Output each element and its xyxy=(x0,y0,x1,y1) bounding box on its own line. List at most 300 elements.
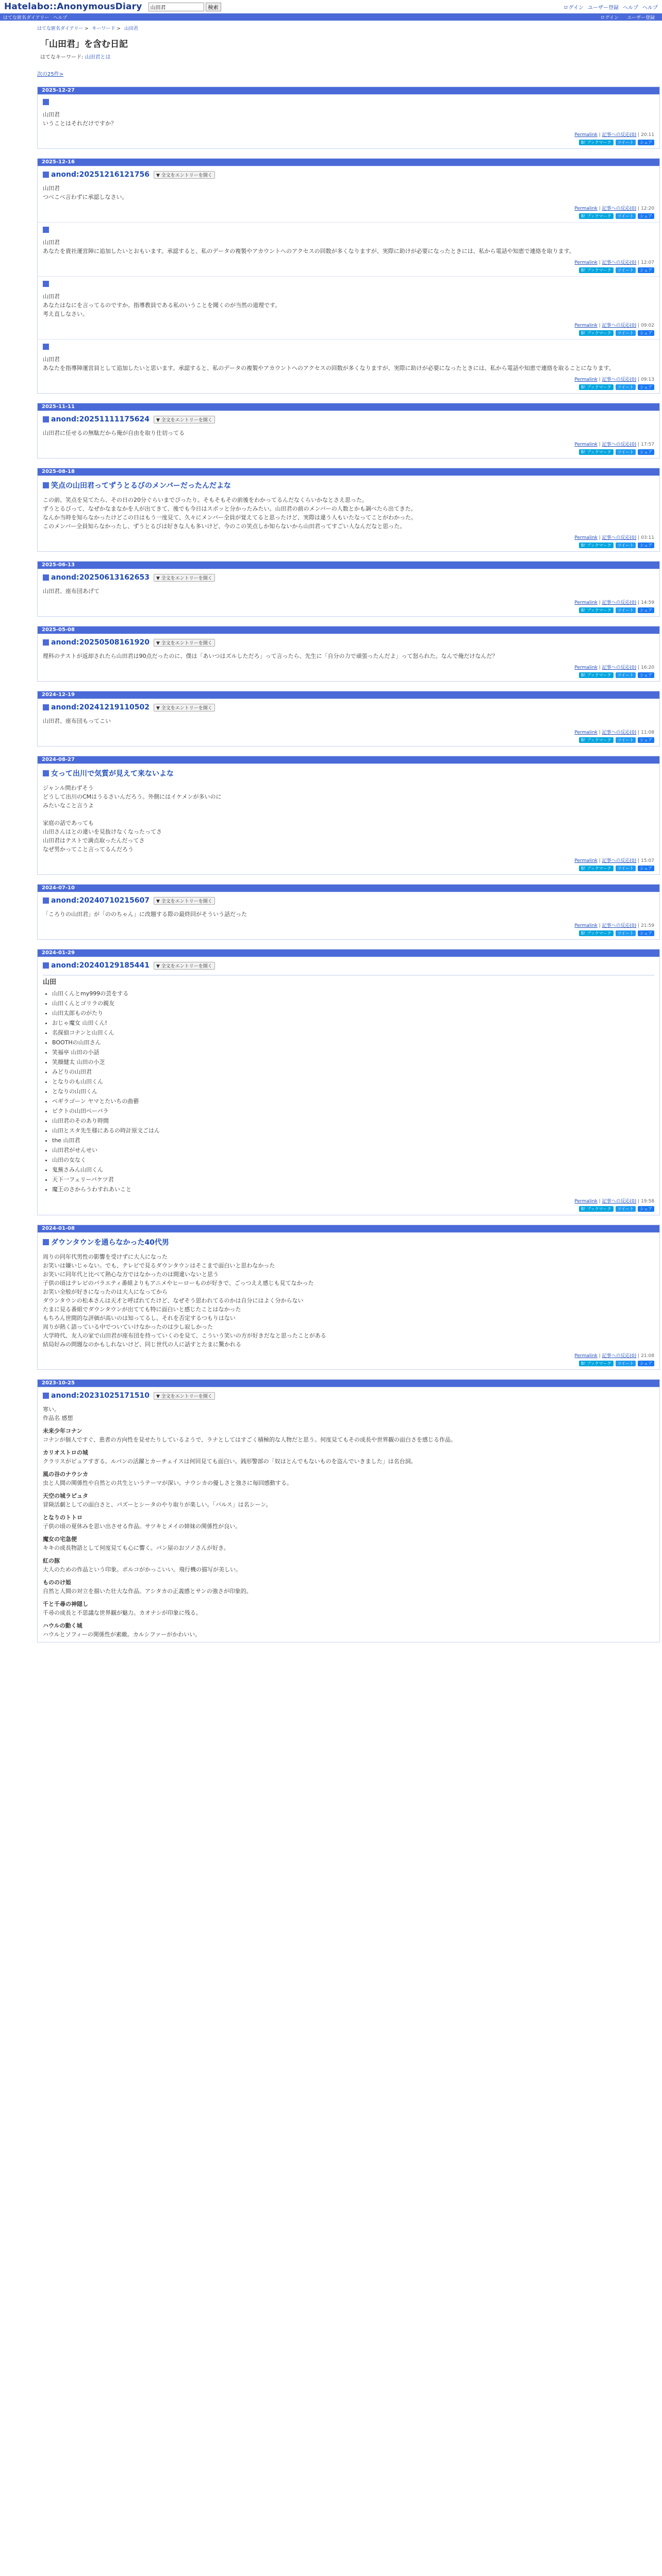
list-item: • 山田太郎ものがたり xyxy=(52,1008,654,1018)
bookmark-button[interactable]: B! ブックマーク xyxy=(579,140,614,145)
list-item: • みどりの山田君 xyxy=(52,1067,654,1077)
tweet-button[interactable]: ツイート xyxy=(616,737,636,743)
entry-title-link[interactable]: anond:20241219110502 xyxy=(51,703,150,711)
section-date: 2024-08-27 xyxy=(38,756,659,764)
nav-link-register[interactable]: ユーザー登録 xyxy=(626,15,655,21)
permalink-link[interactable]: Permalink xyxy=(574,535,598,540)
share-button[interactable]: シェア xyxy=(638,866,654,871)
section-date: 2024-01-08 xyxy=(38,1225,659,1232)
permalink-link[interactable]: Permalink xyxy=(574,1199,598,1204)
work-comment: 冒険活劇としての面白さと、パズーとシータのやり取りが楽しい。「バルス」は名シーン。 xyxy=(43,1501,272,1508)
footer-separator: | xyxy=(636,730,641,735)
share-button[interactable]: シェア xyxy=(638,213,654,219)
header-bar xyxy=(0,0,662,13)
entry-marker-icon[interactable] xyxy=(43,1239,49,1245)
entry-title-link[interactable]: anond:20251111175624 xyxy=(51,415,150,423)
tweet-button[interactable]: ツイート xyxy=(616,384,636,390)
day-section xyxy=(37,468,660,552)
share-button[interactable]: シェア xyxy=(638,267,654,273)
footer-separator: | xyxy=(636,1353,641,1359)
entry-title xyxy=(43,344,654,350)
entry-footer xyxy=(43,321,654,328)
entry-paragraph: もちろん世間的な評価が高いのは知ってるし、それを否定するつもりはない xyxy=(43,1315,236,1321)
footer-separator: | xyxy=(636,323,641,328)
tweet-button[interactable]: ツイート xyxy=(616,267,636,273)
entry-body xyxy=(43,429,654,437)
share-button[interactable]: シェア xyxy=(638,449,654,455)
footer-separator: | xyxy=(597,442,602,447)
responses-link[interactable]: 記事への反応(0) xyxy=(602,665,637,670)
entry-body xyxy=(43,110,654,128)
entry-paragraph: つべこべ言わずに承認しなさい。 xyxy=(43,194,128,200)
entry-body xyxy=(43,355,654,372)
entry-footer xyxy=(43,857,654,863)
responses-link[interactable]: 記事への反応(0) xyxy=(602,923,637,928)
bookmark-button[interactable]: B! ブックマーク xyxy=(579,1361,614,1366)
entry-marker-icon[interactable] xyxy=(43,574,49,581)
list-item: • となりの山田くん xyxy=(52,1087,654,1096)
keyword-label: はてなキーワード: xyxy=(40,55,84,60)
entry-paragraph: どうして出川のCMはうるさいんだろう。外側にはイケメンが多いのに xyxy=(43,793,222,800)
footer-separator: | xyxy=(597,600,602,605)
entry-paragraph: みたいなこと言うよ xyxy=(43,802,94,809)
section-date: 2025-08-18 xyxy=(38,468,659,476)
entry-title xyxy=(43,415,654,423)
header-link[interactable]: ログイン xyxy=(563,5,584,11)
work-title: 魔女の宅急便 xyxy=(43,1536,77,1543)
responses-link[interactable]: 記事への反応(0) xyxy=(602,132,637,138)
breadcrumb-item[interactable]: はてな匿名ダイアリー xyxy=(37,26,84,31)
entry-list xyxy=(43,989,654,1194)
footer-separator: | xyxy=(636,923,641,928)
bookmark-button[interactable]: B! ブックマーク xyxy=(579,384,614,390)
footer-separator: | xyxy=(636,600,641,605)
entry-paragraph: 山田君 xyxy=(43,293,60,300)
footer-separator: | xyxy=(597,206,602,211)
day-section xyxy=(37,691,660,747)
entry-title-link[interactable]: 笑点の山田君ってずうとるびのメンバーだったんだよな xyxy=(51,482,231,490)
entry-time: 14:59 xyxy=(641,600,654,605)
entry-body xyxy=(43,717,654,725)
entry-paragraph: お笑いに同年代と比べて熱心な方ではなかったのは間違いないと思う xyxy=(43,1271,219,1278)
entry-marker-icon[interactable] xyxy=(43,704,49,710)
share-buttons xyxy=(43,930,654,936)
responses-link[interactable]: 記事への反応(0) xyxy=(602,535,637,540)
breadcrumb-separator: > xyxy=(117,26,121,31)
footer-separator: | xyxy=(597,1199,602,1204)
share-buttons xyxy=(43,737,654,743)
permalink-link[interactable]: Permalink xyxy=(574,730,598,735)
section-date: 2023-10-25 xyxy=(38,1380,659,1387)
footer-separator: | xyxy=(597,260,602,265)
list-item: • 天下一フェリーバケツ君 xyxy=(52,1175,654,1184)
search-button[interactable]: 検索 xyxy=(206,3,221,11)
tweet-button[interactable]: ツイート xyxy=(616,449,636,455)
day-section xyxy=(37,949,660,1215)
responses-link[interactable]: 記事への反応(0) xyxy=(602,323,637,328)
permalink-link[interactable]: Permalink xyxy=(574,132,598,138)
work-comment: クラリスがピュアすぎる。ルパンの活躍とカーチェイスは何回見ても面白い。銭形警部の「奴はとんでもないものを盗んでいきました」は名台詞。 xyxy=(43,1458,417,1465)
work-comment: 子供の頃の夏休みを思い出させる作品。サツキとメイの姉妹の関係性が良い。 xyxy=(43,1523,241,1530)
permalink-link[interactable]: Permalink xyxy=(574,206,598,211)
entry-marker-icon[interactable] xyxy=(43,639,49,646)
share-buttons xyxy=(43,866,654,871)
entry-title-link[interactable]: anond:20231025171510 xyxy=(51,1392,150,1400)
entry-footer xyxy=(43,728,654,735)
section-date: 2025-11-11 xyxy=(38,403,659,411)
pager-next-link[interactable]: 次の25件> xyxy=(37,72,64,77)
responses-link[interactable]: 記事への反応(0) xyxy=(602,442,637,447)
diary-entry xyxy=(38,699,659,746)
bookmark-button[interactable]: B! ブックマーク xyxy=(579,543,614,548)
entry-paragraph: たまに見る番組でダウンタウンが出てても特に面白いと感じたことはなかった xyxy=(43,1306,241,1313)
entry-paragraph: 寒い。 xyxy=(43,1406,60,1413)
day-section xyxy=(37,756,660,875)
entry-body xyxy=(43,1252,654,1349)
work-comment: キキの成長物語として何度見ても心に響く。パン屋のおソノさんが好き。 xyxy=(43,1545,229,1551)
footer-separator: | xyxy=(597,858,602,863)
diary-entry xyxy=(38,166,659,222)
entry-marker-icon[interactable] xyxy=(43,99,49,105)
entry-time: 03:11 xyxy=(641,535,654,540)
entry-paragraph: 山田君はテストで満点取ったんだってさ xyxy=(43,837,145,844)
entry-footer xyxy=(43,922,654,928)
list-item: • ピクトの山田ペーパラ xyxy=(52,1106,654,1116)
entry-body xyxy=(43,975,654,1194)
permalink-link[interactable]: Permalink xyxy=(574,1353,598,1359)
entry-paragraph xyxy=(43,810,654,819)
share-button[interactable]: シェア xyxy=(638,330,654,336)
work-comment: 自然と人間の対立を描いた壮大な作品。アシタカの正義感とサンの強さが印象的。 xyxy=(43,1588,252,1595)
list-item: • 山田とスタ先生様にあるの時計原文ごはん xyxy=(52,1126,654,1136)
day-section xyxy=(37,561,660,617)
site-logo[interactable]: Hatelabo::AnonymousDiary xyxy=(4,2,142,12)
share-button[interactable]: シェア xyxy=(638,930,654,936)
footer-separator: | xyxy=(597,132,602,138)
entry-paragraph: お笑いは嫌いじゃない。でも、テレビで見るダウンタウンはそこまで面白いと思わなかった xyxy=(43,1262,275,1269)
section-date: 2024-07-10 xyxy=(38,885,659,892)
entry-paragraph: 山田君、座布団もってこい xyxy=(43,718,111,724)
list-item: • 山田君のそのあり時間 xyxy=(52,1116,654,1126)
nav-link-help[interactable]: ヘルプ xyxy=(53,15,68,21)
permalink-link[interactable]: Permalink xyxy=(574,923,598,928)
nav-link-login[interactable]: ログイン xyxy=(600,15,619,21)
share-button[interactable]: シェア xyxy=(638,140,654,145)
tweet-button[interactable]: ツイート xyxy=(616,607,636,613)
permalink-link[interactable]: Permalink xyxy=(574,260,598,265)
entry-marker-icon[interactable] xyxy=(43,770,49,776)
nav-link-diary[interactable]: はてな匿名ダイアリー xyxy=(3,15,49,21)
entry-paragraph: 山田君 xyxy=(43,185,60,192)
entry-footer xyxy=(43,534,654,540)
entry-title xyxy=(43,480,654,490)
permalink-link[interactable]: Permalink xyxy=(574,323,598,328)
list-item: • 山田くんとmy999の芸をする xyxy=(52,989,654,998)
entry-paragraph: あなたを貴社運営陣に追加したいとおもいます。承認すると、私のデータの複製やアカウントへのアクセスの回数が多くなりますが、実際に助けが必要になったときには、私から電話や知恵で連絡を取ります。 xyxy=(43,248,575,255)
work-title: カリオストロの城 xyxy=(43,1449,88,1456)
permalink-link[interactable]: Permalink xyxy=(574,377,598,382)
entry-marker-icon[interactable] xyxy=(43,482,49,488)
section-date: 2025-12-27 xyxy=(38,87,659,94)
entry-time: 12:20 xyxy=(641,206,654,211)
work-title: 天空の城ラピュタ xyxy=(43,1493,88,1499)
bookmark-button[interactable]: B! ブックマーク xyxy=(579,213,614,219)
bookmark-button[interactable]: B! ブックマーク xyxy=(579,866,614,871)
breadcrumb xyxy=(37,25,662,31)
breadcrumb-separator: > xyxy=(85,26,89,31)
nav-right xyxy=(600,14,659,21)
responses-link[interactable]: 記事への反応(0) xyxy=(602,206,637,211)
permalink-link[interactable]: Permalink xyxy=(574,858,598,863)
responses-link[interactable]: 記事への反応(0) xyxy=(602,858,637,863)
entry-body xyxy=(43,496,654,531)
entry-title xyxy=(43,99,654,105)
header-link[interactable]: ユーザー登録 xyxy=(588,5,619,11)
share-buttons xyxy=(43,384,654,390)
section-date: 2025-05-08 xyxy=(38,626,659,634)
tweet-button[interactable]: ツイート xyxy=(616,1361,636,1366)
list-item: • 鬼蕪さみん山田くん xyxy=(52,1165,654,1175)
permalink-link[interactable]: Permalink xyxy=(574,600,598,605)
work-comment: コナンが個人ですぐ、患者の方向性を見せたりしているようで、ラナとしてはすごく積極的な人物だと思う。何度見てもその成長や世界観の面白さを感じる作品。 xyxy=(43,1436,457,1443)
page-title: 「山田君」を含む日記 xyxy=(40,39,128,49)
tweet-button[interactable]: ツイート xyxy=(616,866,636,871)
entry-paragraph: ダウンタウンの松本さんは天才と呼ばれてたけど、なぜそう思われてるのかは自分にはよく分からない xyxy=(43,1297,304,1304)
entry-title-link[interactable]: anond:20251216121756 xyxy=(51,171,150,179)
list-item: • ペギラゴーン ヤマとたいちの曲藝 xyxy=(52,1096,654,1106)
responses-link[interactable]: 記事への反応(0) xyxy=(602,1353,637,1359)
section-date: 2024-01-29 xyxy=(38,950,659,957)
footer-separator: | xyxy=(636,665,641,670)
share-button[interactable]: シェア xyxy=(638,1206,654,1212)
keyword-link[interactable]: 山田君とは xyxy=(85,55,111,60)
entry-paragraph: このメンバー全員知らなかったし、ずうとるびは好きな人も多いけど、今のこの笑点しか知らないから山田君ってすごい人なんだなと思った。 xyxy=(43,523,406,530)
entry-title xyxy=(43,227,654,233)
header-link[interactable]: ヘルプ xyxy=(642,5,658,11)
footer-separator: | xyxy=(597,923,602,928)
bookmark-button[interactable]: B! ブックマーク xyxy=(579,930,614,936)
entry-time: 15:07 xyxy=(641,858,654,863)
bookmark-button[interactable]: B! ブックマーク xyxy=(579,672,614,678)
bookmark-button[interactable]: B! ブックマーク xyxy=(579,449,614,455)
entry-paragraph: 周りの同年代男性の影響を受けずに大人になった xyxy=(43,1253,168,1260)
entry-title xyxy=(43,1237,654,1247)
work-title: もののけ姫 xyxy=(43,1579,71,1586)
responses-link[interactable]: 記事への反応(0) xyxy=(602,377,637,382)
header-links xyxy=(564,3,658,11)
entry-title-link[interactable]: anond:20250508161920 xyxy=(51,638,150,647)
footer-separator: | xyxy=(597,377,602,382)
share-button[interactable]: シェア xyxy=(638,607,654,613)
tweet-button[interactable]: ツイート xyxy=(616,330,636,336)
list-item: • 魔王のさからうわすれあいこと xyxy=(52,1184,654,1194)
work-comment: 大人のための作品という印象。ポルコがかっこいい。飛行機の描写が美しい。 xyxy=(43,1566,241,1573)
bookmark-button[interactable]: B! ブックマーク xyxy=(579,1206,614,1212)
entry-marker-icon[interactable] xyxy=(43,281,49,287)
work-title: 紅の豚 xyxy=(43,1557,60,1564)
entry-title xyxy=(43,768,654,778)
entry-title xyxy=(43,896,654,905)
entry-paragraph: 「ころりの山田君」が「ののちゃん」に改題する際の最終回がそういう話だった xyxy=(43,911,247,918)
entry-time: 11:08 xyxy=(641,730,654,735)
entry-paragraph: 理科のテストが返却されたら山田君は90点だったのに、僕は「あいつはズルしただろ」って言ったら、先生に「自分の力で頑張ったんだよ」って怒られた。なんで俺だけなんだ？ xyxy=(43,653,498,659)
section-date: 2025-06-13 xyxy=(38,562,659,569)
tweet-button[interactable]: ツイート xyxy=(616,543,636,548)
breadcrumb-item[interactable]: キーワード xyxy=(92,26,115,31)
entry-footer xyxy=(43,1352,654,1359)
list-item: • 笑顔健太 山田の小芝 xyxy=(52,1057,654,1067)
entry-footer xyxy=(43,440,654,447)
entry-title-link[interactable]: anond:20250613162653 xyxy=(51,573,150,582)
entry-paragraph: 作品名 感想 xyxy=(43,1415,73,1421)
share-buttons xyxy=(43,607,654,613)
footer-separator: | xyxy=(636,1199,641,1204)
footer-separator: | xyxy=(597,535,602,540)
entry-body xyxy=(43,1405,654,1639)
share-button[interactable]: シェア xyxy=(638,672,654,678)
share-button[interactable]: シェア xyxy=(638,543,654,548)
entry-marker-icon[interactable] xyxy=(43,897,49,904)
share-button[interactable]: シェア xyxy=(638,737,654,743)
entry-footer xyxy=(43,259,654,265)
diary-entry xyxy=(38,764,659,874)
entry-title xyxy=(43,171,654,179)
share-buttons xyxy=(43,1206,654,1212)
open-full-entry-button[interactable]: ▼ 全文をエントリーを開く xyxy=(154,639,215,647)
entry-footer xyxy=(43,205,654,211)
footer-separator: | xyxy=(636,132,641,138)
share-button[interactable]: シェア xyxy=(638,1361,654,1366)
header-link[interactable]: ヘルプ xyxy=(623,5,638,11)
bookmark-button[interactable]: B! ブックマーク xyxy=(579,737,614,743)
entry-paragraph: 子供の頃はテレビのバラエティ番組よりもアニメやヒーローものが好きで、ごっつええ感じも見てなかった xyxy=(43,1280,314,1286)
entry-time: 12:07 xyxy=(641,260,654,265)
work-title: 風の谷のナウシカ xyxy=(43,1471,88,1478)
tweet-button[interactable]: ツイート xyxy=(616,672,636,678)
entry-paragraph: 家庭の話であっても xyxy=(43,820,94,826)
entry-paragraph: 山田君、座布団あげて xyxy=(43,588,100,595)
entry-time: 19:58 xyxy=(641,1199,654,1204)
entry-paragraph: なぜ男かってこと言ってるんだろう xyxy=(43,846,134,853)
day-section xyxy=(37,884,660,940)
entry-time: 17:57 xyxy=(641,442,654,447)
diary-entry xyxy=(38,957,659,1215)
share-button[interactable]: シェア xyxy=(638,384,654,390)
bookmark-button[interactable]: B! ブックマーク xyxy=(579,330,614,336)
list-item: • おじゃ魔女 山田くん! xyxy=(52,1018,654,1028)
open-full-entry-button[interactable]: ▼ 全文をエントリーを開く xyxy=(154,962,215,970)
share-buttons xyxy=(43,330,654,336)
entry-time: 20:11 xyxy=(641,132,654,138)
bookmark-button[interactable]: B! ブックマーク xyxy=(579,267,614,273)
work-title: 未来少年コナン xyxy=(43,1428,82,1434)
share-buttons xyxy=(43,449,654,455)
search-input[interactable] xyxy=(148,3,204,11)
entry-paragraph: 周りが熱く語っている中でついていけなかったのは少し寂しかった xyxy=(43,1324,213,1330)
tweet-button[interactable]: ツイート xyxy=(616,140,636,145)
diary-entry xyxy=(38,276,659,339)
diary-entry xyxy=(38,1387,659,1642)
responses-link[interactable]: 記事への反応(0) xyxy=(602,730,637,735)
entry-title-link[interactable]: ダウンタウンを通らなかった40代男 xyxy=(51,1239,169,1247)
entry-marker-icon[interactable] xyxy=(43,416,49,422)
entry-title-link[interactable]: anond:20240710215607 xyxy=(51,896,150,905)
entry-title xyxy=(43,638,654,647)
entry-marker-icon[interactable] xyxy=(43,172,49,178)
day-section xyxy=(37,626,660,682)
open-full-entry-button[interactable]: ▼ 全文をエントリーを開く xyxy=(154,574,215,582)
entry-marker-icon[interactable] xyxy=(43,227,49,233)
entry-paragraph: 考え直しなさい。 xyxy=(43,311,88,317)
day-section xyxy=(37,158,660,394)
entry-title-link[interactable]: anond:20240129185441 xyxy=(51,961,150,970)
entry-title xyxy=(43,703,654,711)
open-full-entry-button[interactable]: ▼ 全文をエントリーを開く xyxy=(154,416,215,423)
diary-entry xyxy=(38,892,659,939)
tweet-button[interactable]: ツイート xyxy=(616,930,636,936)
list-item: • BOOTHの山田さん xyxy=(52,1038,654,1047)
entry-title xyxy=(43,573,654,582)
permalink-link[interactable]: Permalink xyxy=(574,665,598,670)
entry-subheading: 山田 xyxy=(43,975,654,987)
entry-marker-icon[interactable] xyxy=(43,344,49,350)
share-buttons xyxy=(43,543,654,548)
open-full-entry-button[interactable]: ▼ 全文をエントリーを開く xyxy=(154,897,215,905)
entry-paragraph: いうことはそれだけですか？ xyxy=(43,120,117,127)
share-buttons xyxy=(43,140,654,145)
permalink-link[interactable]: Permalink xyxy=(574,442,598,447)
entry-body xyxy=(43,238,654,256)
entry-body xyxy=(43,587,654,596)
entry-footer xyxy=(43,376,654,382)
entry-paragraph: 山田君 xyxy=(43,239,60,246)
entry-time: 21:59 xyxy=(641,923,654,928)
entry-time: 16:20 xyxy=(641,665,654,670)
bookmark-button[interactable]: B! ブックマーク xyxy=(579,607,614,613)
entry-time: 09:13 xyxy=(641,377,654,382)
breadcrumb-item[interactable]: 山田君 xyxy=(124,26,138,31)
entry-marker-icon[interactable] xyxy=(43,1393,49,1399)
entry-title-link[interactable]: 女って出川で気質が見えて来ないよな xyxy=(51,770,174,778)
list-item: • 笑福亭 山田の小話 xyxy=(52,1047,654,1057)
footer-separator: | xyxy=(597,323,602,328)
open-full-entry-button[interactable]: ▼ 全文をエントリーを開く xyxy=(154,704,215,711)
entry-paragraph: あなたを指導陣運営員として追加したいと思います。承認すると、私のデータの複製やアカウントへのアクセスの回数が多くなりますが、実際に助けが必要になったときには、私から電話や知恵で連絡を取ることになります。 xyxy=(43,365,615,371)
diary-entry xyxy=(38,569,659,616)
responses-link[interactable]: 記事への反応(0) xyxy=(602,1199,637,1204)
entry-paragraph: ジャンル問わずそう xyxy=(43,785,94,791)
diary-entry xyxy=(38,411,659,458)
diary-sections xyxy=(0,87,662,1642)
responses-link[interactable]: 記事への反応(0) xyxy=(602,260,637,265)
keyword-line xyxy=(40,53,662,60)
work-comment: 千尋の成長と不思議な世界観が魅力。カオナシが印象に残る。 xyxy=(43,1609,202,1616)
entry-title xyxy=(43,1392,654,1400)
tweet-button[interactable]: ツイート xyxy=(616,213,636,219)
entry-footer xyxy=(43,1197,654,1204)
footer-separator: | xyxy=(597,730,602,735)
list-item: • 山田くんとゴリラの親友 xyxy=(52,998,654,1008)
day-section xyxy=(37,87,660,149)
footer-separator: | xyxy=(636,206,641,211)
open-full-entry-button[interactable]: ▼ 全文をエントリーを開く xyxy=(154,171,215,179)
footer-separator: | xyxy=(636,260,641,265)
tweet-button[interactable]: ツイート xyxy=(616,1206,636,1212)
footer-separator: | xyxy=(636,858,641,863)
entry-marker-icon[interactable] xyxy=(43,962,49,969)
open-full-entry-button[interactable]: ▼ 全文をエントリーを開く xyxy=(154,1392,215,1400)
responses-link[interactable]: 記事への反応(0) xyxy=(602,600,637,605)
